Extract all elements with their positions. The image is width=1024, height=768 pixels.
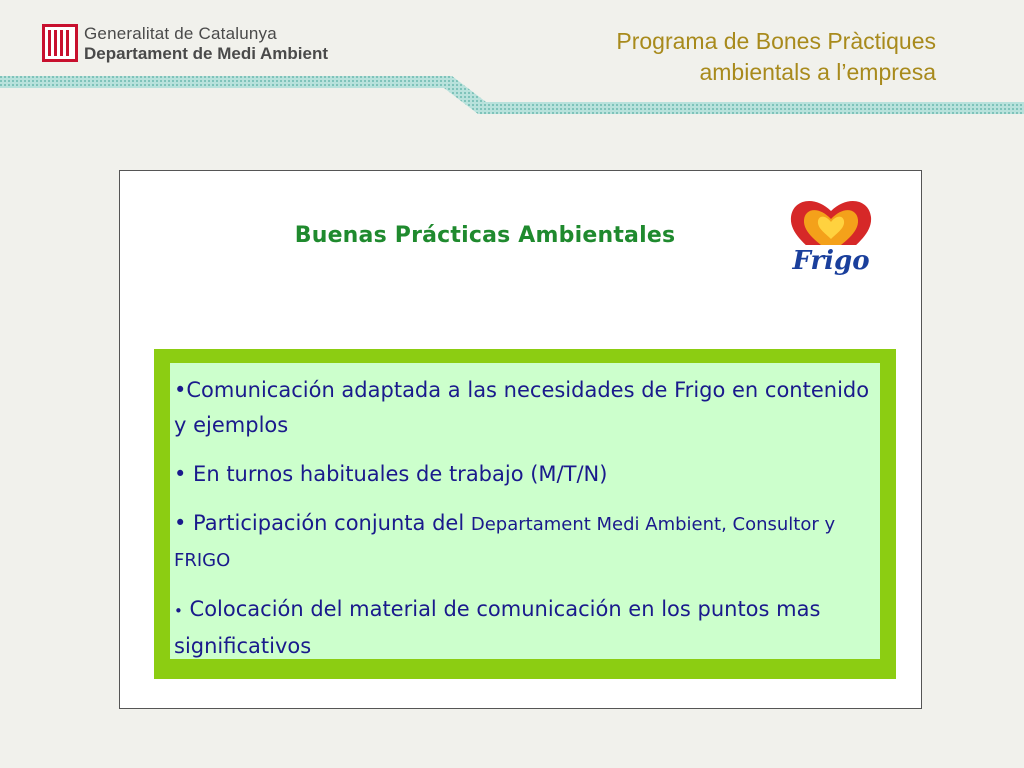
slide-heading: Buenas Prácticas Ambientales [294,223,676,248]
bullet-placement-dot: • [174,602,183,620]
frigo-logo-text: Frigo [792,246,870,276]
frigo-heart-logo-icon [785,193,877,285]
header [0,0,1024,120]
bullet-item-communication: •Comunicación adaptada a las necesidades de Frigo en contenido y ejemplos [174,378,870,437]
bullet-item-participation [174,506,876,578]
organization-name [84,24,328,64]
bullet-item-shifts: • En turnos habituales de trabajo (M/T/N) [174,462,608,486]
bullet-placement-text: Colocación del material de comunicación en los puntos mas significativos [174,597,821,658]
bullet-participation-main: • Participación conjunta del [174,511,471,535]
bullet-panel-frame [154,349,896,679]
program-title-line-2: ambientals a l’empresa [699,59,936,85]
org-line-1: Generalitat de Catalunya [84,24,277,43]
decorative-band [0,76,1024,116]
content-panel [119,170,922,709]
bullet-panel [170,363,880,659]
bullet-item-placement [174,592,876,664]
org-line-2: Departament de Medi Ambient [84,44,329,63]
bullet-participation-partners: Departament Medi Ambient, Consultor y FRIGO [174,514,836,571]
generalitat-logo-icon [42,24,78,62]
program-title-line-1: Programa de Bones Pràctiques [616,28,936,54]
